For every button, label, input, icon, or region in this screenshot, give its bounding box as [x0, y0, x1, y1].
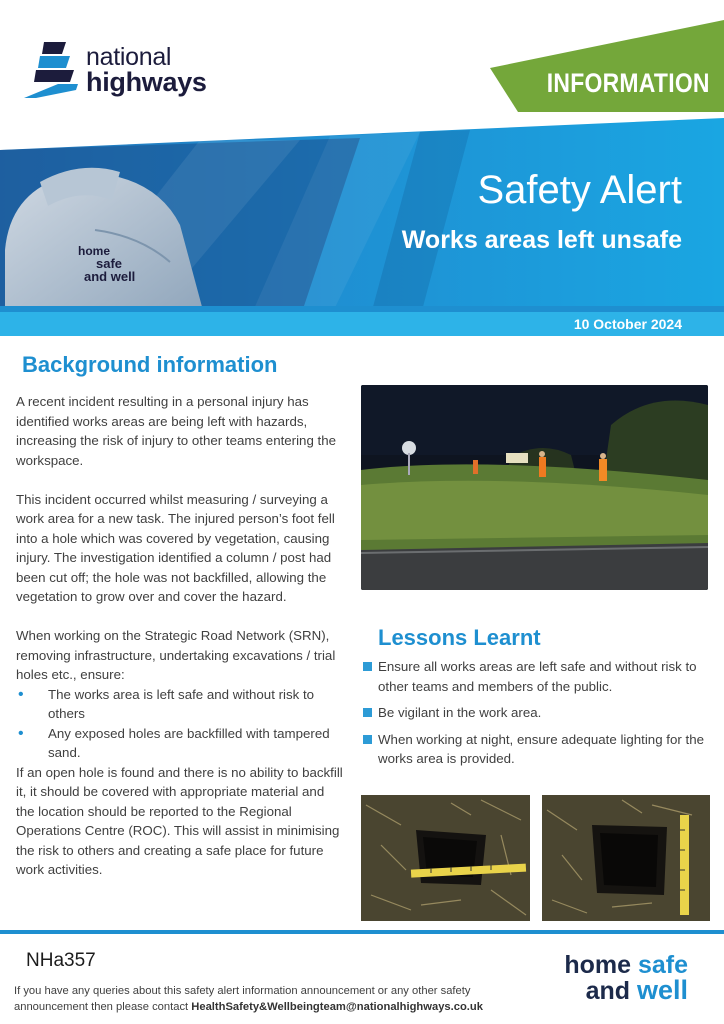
- hole-photo-1: [361, 795, 530, 921]
- footer-contact-text: [14, 983, 534, 1015]
- bullet-text: The works area is left safe and without risk to others: [48, 686, 315, 721]
- square-bullet-icon: [363, 708, 372, 717]
- bullet-text: Any exposed holes are backfilled with tampered sand.: [48, 725, 330, 760]
- lesson-item: [362, 657, 707, 696]
- footer-contact-sentence: If you have any queries about this safety alert information announcement or any other safety announcement then please contact: [14, 985, 471, 1013]
- reference-number: NHa357: [26, 950, 96, 971]
- night-works-photo: [361, 385, 708, 590]
- brand-home: home: [564, 951, 631, 979]
- alert-title: Safety Alert: [477, 168, 682, 212]
- brand-safe: safe: [637, 951, 688, 979]
- background-heading: Background information: [22, 352, 278, 377]
- lesson-item: [362, 730, 707, 769]
- lessons-heading: Lessons Learnt: [378, 625, 541, 650]
- background-bullet-list: [16, 685, 346, 763]
- footer-divider: [0, 930, 724, 934]
- jacket-text-and-well: and well: [84, 269, 136, 284]
- background-paragraph-3: When working on the Strategic Road Network (SRN), removing infrastructure, undertaking excavations / trial holes etc., ensure:: [16, 628, 336, 682]
- brand-well: well: [636, 974, 688, 1005]
- contact-email-link[interactable]: HealthSafety&Wellbeingteam@nationalhighways.co.uk: [191, 1001, 483, 1013]
- bullet-dot-icon: •: [18, 685, 24, 703]
- lesson-text: Ensure all works areas are left safe and without risk to other teams and members of the public.: [378, 659, 697, 694]
- logo-text-national: national: [86, 42, 172, 71]
- bullet-dot-icon: •: [18, 724, 24, 742]
- background-paragraph-2: This incident occurred whilst measuring / surveying a work area for a new task. The injured person’s foot fell into a hole which was covered by vegetation, causing injury. The investigation identified a column / post had been cut off; the hole was not backfilled, allowing the vegetation to grow over and cover the hazard.: [16, 491, 335, 604]
- home-safe-well-logo: [564, 951, 688, 1005]
- brand-and: and: [585, 976, 631, 1005]
- national-highways-logo-icon: [22, 40, 80, 100]
- lessons-list: [362, 657, 707, 776]
- background-paragraph-4: If an open hole is found and there is no ability to backfill it, it should be covered with appropriate material and the location should be reported to the Regional Operations Centre (ROC). This will assist in minimising the risk to others and creating a safe place for future work activities.: [16, 764, 343, 877]
- alert-subtitle: Works areas left unsafe: [401, 226, 682, 254]
- square-bullet-icon: [363, 662, 372, 671]
- background-paragraph-1: A recent incident resulting in a personal injury has identified works areas are being left with hazards, increasing the risk of injury to other teams entering the workspace.: [16, 394, 337, 468]
- information-tag: INFORMATION: [546, 68, 710, 98]
- square-bullet-icon: [363, 735, 372, 744]
- bullet-item: [16, 685, 346, 724]
- hole-photo-2: [542, 795, 710, 921]
- lesson-text: Be vigilant in the work area.: [378, 705, 542, 720]
- jacket-text-safe: safe: [96, 256, 123, 271]
- logo-text-highways: highways: [86, 66, 207, 97]
- jacket-text-home: home: [78, 244, 111, 258]
- alert-date: 10 October 2024: [573, 316, 682, 332]
- jacket-logo-text: [78, 245, 135, 283]
- lesson-text: When working at night, ensure adequate lighting for the works area is provided.: [378, 731, 704, 766]
- lesson-item: [362, 703, 707, 723]
- bullet-item: [16, 724, 346, 763]
- national-highways-logo: [22, 40, 207, 100]
- background-body: [16, 392, 346, 880]
